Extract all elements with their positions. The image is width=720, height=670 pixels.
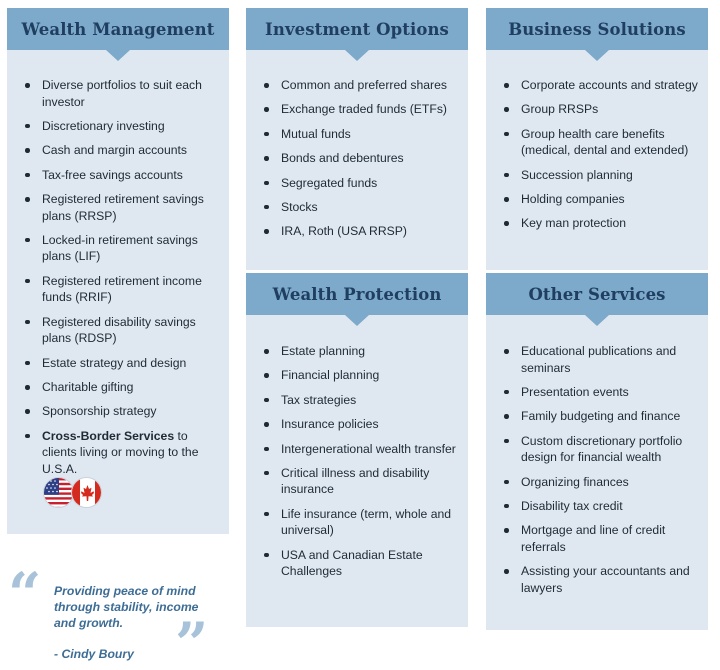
panel-header bbox=[7, 8, 229, 50]
bullet-icon bbox=[25, 279, 30, 284]
open-quote-icon: “ bbox=[8, 560, 42, 628]
business-solutions-panel bbox=[486, 8, 708, 270]
list-item: Family budgeting and finance bbox=[504, 408, 698, 425]
other-services-panel bbox=[486, 273, 708, 630]
bullet-icon bbox=[504, 504, 509, 509]
list-item: Key man protection bbox=[504, 215, 698, 232]
bullet-icon bbox=[504, 83, 509, 88]
panel-header bbox=[486, 273, 708, 315]
quote-author: - Cindy Boury bbox=[54, 647, 134, 661]
canada-flag-icon bbox=[71, 477, 102, 508]
item-list bbox=[504, 77, 698, 240]
bullet-icon bbox=[504, 132, 509, 137]
bullet-icon bbox=[25, 173, 30, 178]
bullet-icon bbox=[264, 107, 269, 112]
list-item: Charitable gifting bbox=[25, 379, 219, 396]
panel-title: Wealth Protection bbox=[272, 284, 442, 304]
panel-title: Other Services bbox=[528, 284, 666, 304]
bullet-icon bbox=[504, 107, 509, 112]
list-item: Estate strategy and design bbox=[25, 355, 219, 372]
bullet-icon bbox=[264, 349, 269, 354]
list-item: Tax strategies bbox=[264, 392, 458, 409]
list-item: Mortgage and line of credit referrals bbox=[504, 522, 698, 555]
list-item: Assisting your accountants and lawyers bbox=[504, 563, 698, 596]
bullet-icon bbox=[25, 320, 30, 325]
list-item: Intergenerational wealth transfer bbox=[264, 441, 458, 458]
investment-options-panel bbox=[246, 8, 468, 270]
bullet-icon bbox=[504, 480, 509, 485]
item-list bbox=[504, 343, 698, 604]
bullet-icon bbox=[25, 83, 30, 88]
bullet-icon bbox=[504, 349, 509, 354]
list-item: Exchange traded funds (ETFs) bbox=[264, 101, 458, 118]
list-item: Locked-in retirement savings plans (LIF) bbox=[25, 232, 219, 265]
panel-header bbox=[486, 8, 708, 50]
bullet-icon bbox=[264, 132, 269, 137]
bullet-icon bbox=[264, 83, 269, 88]
bullet-icon bbox=[264, 447, 269, 452]
close-quote-icon: ” bbox=[175, 610, 209, 670]
list-item: Presentation events bbox=[504, 384, 698, 401]
bullet-icon bbox=[25, 385, 30, 390]
panel-title: Investment Options bbox=[265, 19, 449, 39]
item-list bbox=[25, 77, 219, 485]
header-pointer bbox=[345, 315, 369, 326]
bullet-icon bbox=[504, 414, 509, 419]
list-item: Succession planning bbox=[504, 167, 698, 184]
list-item: Group health care benefits (medical, dental and extended) bbox=[504, 126, 698, 159]
wealth-protection-panel bbox=[246, 273, 468, 627]
header-pointer bbox=[585, 50, 609, 61]
list-item: Financial planning bbox=[264, 367, 458, 384]
list-item: Registered disability savings plans (RDSP) bbox=[25, 314, 219, 347]
bullet-icon bbox=[504, 439, 509, 444]
bullet-icon bbox=[264, 373, 269, 378]
list-item: Holding companies bbox=[504, 191, 698, 208]
list-item: Registered retirement income funds (RRIF) bbox=[25, 273, 219, 306]
flags-group bbox=[43, 477, 103, 509]
wealth-management-panel bbox=[7, 8, 229, 534]
list-item: Estate planning bbox=[264, 343, 458, 360]
bullet-icon bbox=[264, 229, 269, 234]
bullet-icon bbox=[264, 422, 269, 427]
panel-header bbox=[246, 8, 468, 50]
bullet-icon bbox=[504, 173, 509, 178]
quote-text: Providing peace of mind through stability, income and growth. bbox=[54, 584, 199, 631]
list-item: Discretionary investing bbox=[25, 118, 219, 135]
header-pointer bbox=[106, 50, 130, 61]
bullet-icon bbox=[264, 553, 269, 558]
list-item: Tax-free savings accounts bbox=[25, 167, 219, 184]
header-pointer bbox=[585, 315, 609, 326]
bullet-icon bbox=[264, 205, 269, 210]
list-item: Educational publications and seminars bbox=[504, 343, 698, 376]
cross-border-label: Cross-Border Services bbox=[42, 428, 175, 443]
list-item: Organizing finances bbox=[504, 474, 698, 491]
list-item-cross-border bbox=[25, 428, 219, 478]
list-item: IRA, Roth (USA RRSP) bbox=[264, 223, 458, 240]
bullet-icon bbox=[504, 528, 509, 533]
bullet-icon bbox=[264, 398, 269, 403]
bullet-icon bbox=[25, 124, 30, 129]
list-item: Life insurance (term, whole and universal) bbox=[264, 506, 458, 539]
bullet-icon bbox=[25, 148, 30, 153]
list-item: Registered retirement savings plans (RRSP) bbox=[25, 191, 219, 224]
item-list bbox=[264, 77, 458, 248]
list-item: Disability tax credit bbox=[504, 498, 698, 515]
item-list bbox=[264, 343, 458, 588]
list-item: Mutual funds bbox=[264, 126, 458, 143]
bullet-icon bbox=[504, 221, 509, 226]
list-item: Insurance policies bbox=[264, 416, 458, 433]
list-item: Segregated funds bbox=[264, 175, 458, 192]
panel-header bbox=[246, 273, 468, 315]
list-item: Common and preferred shares bbox=[264, 77, 458, 94]
panel-title: Business Solutions bbox=[508, 19, 686, 39]
bullet-icon bbox=[504, 569, 509, 574]
bullet-icon bbox=[504, 197, 509, 202]
panel-title: Wealth Management bbox=[21, 19, 215, 39]
bullet-icon bbox=[264, 156, 269, 161]
list-item: Group RRSPs bbox=[504, 101, 698, 118]
bullet-icon bbox=[25, 197, 30, 202]
list-item: Diverse portfolios to suit each investor bbox=[25, 77, 219, 110]
bullet-icon bbox=[264, 471, 269, 476]
list-item: Custom discretionary portfolio design for financial wealth bbox=[504, 433, 698, 466]
header-pointer bbox=[345, 50, 369, 61]
bullet-icon bbox=[25, 434, 30, 439]
bullet-icon bbox=[25, 238, 30, 243]
list-item: Corporate accounts and strategy bbox=[504, 77, 698, 94]
list-item: USA and Canadian Estate Challenges bbox=[264, 547, 458, 580]
bullet-icon bbox=[25, 409, 30, 414]
bullet-icon bbox=[264, 512, 269, 517]
list-item: Sponsorship strategy bbox=[25, 403, 219, 420]
cross-border-description: to clients living or moving to the U.S.A. bbox=[42, 428, 199, 476]
bullet-icon bbox=[264, 181, 269, 186]
list-item: Stocks bbox=[264, 199, 458, 216]
bullet-icon bbox=[504, 390, 509, 395]
list-item: Bonds and debentures bbox=[264, 150, 458, 167]
usa-flag-icon bbox=[43, 477, 74, 508]
testimonial-quote bbox=[8, 560, 223, 670]
list-item: Critical illness and disability insurance bbox=[264, 465, 458, 498]
bullet-icon bbox=[25, 361, 30, 366]
list-item: Cash and margin accounts bbox=[25, 142, 219, 159]
